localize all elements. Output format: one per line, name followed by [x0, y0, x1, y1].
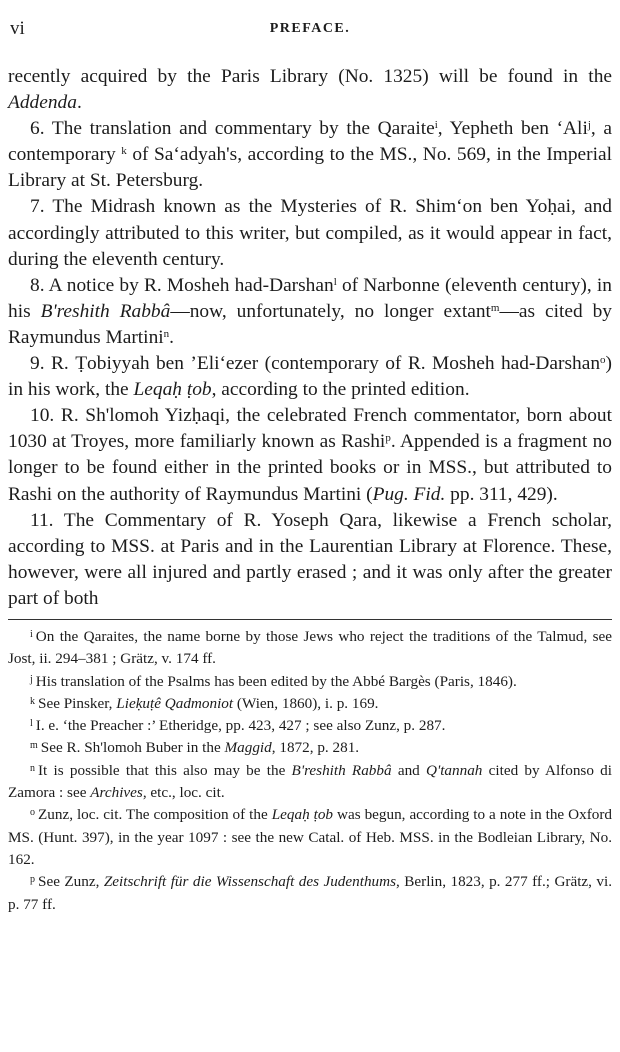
text-run: 6. The translation and commentary by the Qaraite: [30, 118, 435, 140]
text-run: 8. A notice by R. Mosheh had-Darshan: [30, 274, 334, 296]
text-run: of Narbonne (eleventh century), in his: [8, 274, 613, 322]
text-run: , according to the printed edition.: [211, 379, 470, 401]
italic-text: Q'tannah: [426, 761, 483, 779]
footnote: [8, 871, 612, 916]
text-run: , a contemporary: [8, 118, 613, 166]
footnote-mark: j: [30, 673, 33, 685]
text-run: pp. 311, 429).: [445, 483, 558, 505]
text-run: See Pinsker,: [38, 694, 117, 712]
footnote: [8, 671, 612, 693]
running-title: PREFACE.: [269, 21, 351, 36]
paragraph: [8, 116, 612, 194]
italic-text: B'reshith Rabbâ: [291, 761, 392, 779]
footnotes: [8, 626, 612, 916]
footnote-marker: m: [490, 301, 500, 314]
footnote: [8, 760, 612, 805]
italic-text: Maggid: [224, 739, 272, 757]
paragraph: [8, 64, 612, 116]
text-run: , Yepheth ben ‘Ali: [437, 118, 588, 140]
text-run: , Berlin, 1823, p. 277 ff.; Grätz, vi. p. 77 ff.: [8, 873, 613, 913]
footnote-marker: i: [434, 119, 438, 132]
footnote-marker: l: [333, 275, 337, 288]
footnote-marker: k: [121, 145, 127, 158]
text-run: was begun, according to a note in the Oxford MS. (Hunt. 397), in the year 1097 : see the new Catal. of Heb. MSS. in the Bodleian Library, No. 162.: [8, 806, 613, 868]
footnote: [8, 626, 612, 671]
text-run: . Appended is a fragment no longer to be found either in the printed books or in MSS., but attributed to Rashi on the authority of Raymundus Martini (: [8, 431, 612, 505]
text-run: Zunz, loc. cit. The composition of the: [38, 806, 272, 824]
footnote-rule: [8, 619, 612, 620]
text-run: 9. R. Ṭobiyyah ben ’Eli‘ezer (contemporary of R. Mosheh had-Darshan: [30, 353, 601, 375]
text-run: See R. Sh'lomoh Buber in the: [40, 739, 225, 757]
footnote-mark: l: [30, 718, 33, 730]
text-run: His translation of the Psalms has been edited by the Abbé Bargès (Paris, 1846).: [35, 672, 517, 690]
text-run: —as cited by Raymundus Martini: [8, 300, 613, 348]
text-run: 7. The Midrash known as the Mysteries of R. Shim‘on ben Yoḥai, and accordingly attributed to this writer, but compiled, as it would appear in fact, during the eleventh century.: [8, 196, 612, 270]
paragraph: [8, 508, 612, 612]
paragraph: [8, 194, 612, 272]
text-run: See Zunz,: [38, 873, 104, 891]
footnote: [8, 693, 612, 715]
italic-text: Archives: [90, 784, 143, 802]
footnote-mark: k: [30, 695, 35, 707]
footnote-marker: p: [385, 432, 391, 445]
body-text: [8, 64, 612, 612]
text-run: I. e. ‘the Preacher :’ Etheridge, pp. 423, 427 ; see also Zunz, p. 287.: [35, 717, 446, 735]
footnote-mark: m: [30, 740, 38, 752]
text-run: .: [76, 92, 82, 114]
text-run: ) in his work, the: [8, 353, 612, 401]
text-run: (Wien, 1860), i. p. 169.: [233, 694, 379, 712]
text-run: cited by Alfonso di Zamora : see: [8, 761, 612, 802]
footnote: [8, 804, 612, 871]
italic-text: Zeitschrift für die Wissenschaft des Judenthums: [103, 873, 397, 891]
footnote-marker: j: [587, 119, 591, 132]
footnote-mark: p: [30, 874, 35, 886]
page-header: [8, 18, 612, 48]
text-run: recently acquired by the Paris Library (No. 1325) will be found in the: [8, 66, 612, 87]
text-run: It is possible that this also may be the: [38, 761, 292, 779]
text-run: —now, unfortunately, no longer extant: [170, 300, 491, 322]
text-run: 10. R. Sh'lomoh Yizḥaqi, the celebrated French commentator, born about 1030 at Troyes, more familiarly known as Rashi: [8, 405, 612, 453]
footnote-mark: o: [30, 807, 35, 819]
paragraph: [8, 273, 612, 351]
italic-text: B'reshith Rabbâ: [40, 300, 171, 322]
italic-text: Leqaḥ ṭob: [271, 806, 334, 824]
italic-text: Addenda: [8, 92, 77, 114]
text-run: 11. The Commentary of R. Yoseph Qara, likewise a French scholar, according to MSS. at Paris and in the Laurentian Library at Florence. These, however, were all injured and partly erased ; and it was only after the greater part of both: [8, 509, 612, 609]
text-run: and: [391, 761, 426, 779]
paragraph: [8, 351, 612, 403]
paragraph: [8, 403, 612, 507]
italic-text: Lieḳuṭê Qadmoniot: [116, 694, 234, 712]
footnote-mark: i: [30, 628, 33, 640]
footnote-marker: n: [163, 327, 170, 340]
footnote-mark: n: [30, 762, 35, 774]
footnote: [8, 715, 612, 737]
footnote: [8, 737, 612, 759]
italic-text: Leqaḥ ṭob: [133, 379, 212, 401]
page-number: vi: [10, 18, 25, 39]
text-run: .: [169, 326, 175, 348]
text-run: of Sa‘adyah's, according to the MS., No. 569, in the Imperial Library at St. Petersburg.: [8, 144, 612, 192]
italic-text: Pug. Fid.: [372, 483, 446, 505]
footnote-marker: o: [600, 354, 606, 367]
text-run: , etc., loc. cit.: [142, 784, 225, 802]
text-run: , 1872, p. 281.: [271, 739, 360, 757]
text-run: On the Qaraites, the name borne by those Jews who reject the traditions of the Talmud, see Jost, ii. 294–381 ; Grätz, v. 174 ff.: [8, 627, 612, 668]
